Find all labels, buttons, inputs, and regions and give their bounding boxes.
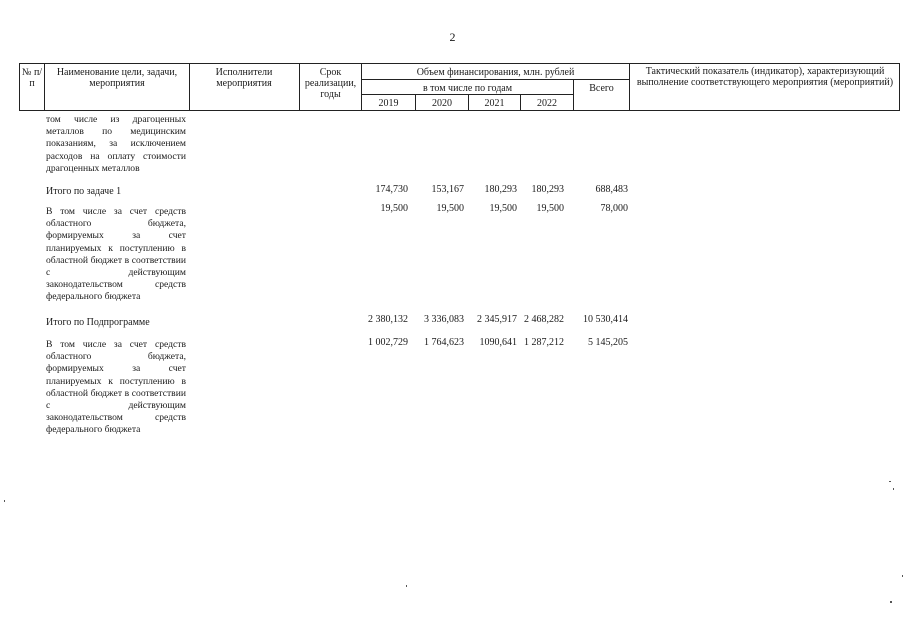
header-indicator: Тактический показатель (индикатор), характеризующий выполнение соответствующего мероприятия (мероприятий) (636, 66, 894, 88)
header-total: Всего (589, 83, 614, 94)
table-cell-2020: 1 764,623 (424, 337, 464, 348)
table-row-text: В том числе за счет средств областного бюджета, формируемых за счет планируемых к поступлению в областной бюджет в соответствии с действующим законодательством средств федерального бюджета (46, 206, 186, 303)
table-cell-2020: 153,167 (431, 184, 464, 195)
header-by-years: в том числе по годам (422, 83, 513, 94)
page-number: 2 (449, 30, 456, 44)
table-cell-2019: 1 002,729 (368, 337, 408, 348)
header-year-2020: 2020 (432, 98, 452, 109)
header-term: Срок реализации, годы (304, 67, 357, 100)
header-year-2021: 2021 (484, 98, 505, 109)
table-cell-total: 688,483 (595, 184, 628, 195)
table-row-text: том числе из драгоценных металлов по медицинским показаниям, за исключением расходов на оплату стоимости драгоценных металлов (46, 114, 186, 174)
table-cell-total: 10 530,414 (583, 314, 628, 325)
table-cell-total: 5 145,205 (588, 337, 628, 348)
header-funding: Объем финансирования, млн. рублей (416, 67, 575, 78)
table-row-text: В том числе за счет средств областного бюджета, формируемых за счет планируемых к поступлению в областной бюджет в соответствии с действующим законодательством средств федерального бюджета (46, 339, 186, 436)
header-name: Наименование цели, задачи, мероприятия (56, 67, 178, 89)
table-cell-2020: 3 336,083 (424, 314, 464, 325)
table-cell-2019: 2 380,132 (368, 314, 408, 325)
table-row-label: Итого по Подпрограмме (46, 317, 150, 328)
header-year-2022: 2022 (537, 98, 557, 109)
header-executors: Исполнители мероприятия (215, 67, 273, 89)
header-num: № п/п (21, 67, 43, 89)
table-cell-2019: 19,500 (380, 203, 408, 214)
table-cell-2022: 1 287,212 (524, 337, 564, 348)
table-cell-2019: 174,730 (375, 184, 408, 195)
table-cell-2022: 19,500 (536, 203, 564, 214)
table-row-label: Итого по задаче 1 (46, 186, 122, 197)
header-year-2019: 2019 (378, 98, 399, 109)
table-cell-2021: 180,293 (484, 184, 517, 195)
table-cell-2020: 19,500 (436, 203, 464, 214)
table-cell-total: 78,000 (600, 203, 628, 214)
table-cell-2021: 1090,641 (479, 337, 517, 348)
table-cell-2021: 19,500 (489, 203, 517, 214)
table-cell-2022: 2 468,282 (524, 314, 564, 325)
table-cell-2022: 180,293 (531, 184, 564, 195)
table-cell-2021: 2 345,917 (477, 314, 517, 325)
